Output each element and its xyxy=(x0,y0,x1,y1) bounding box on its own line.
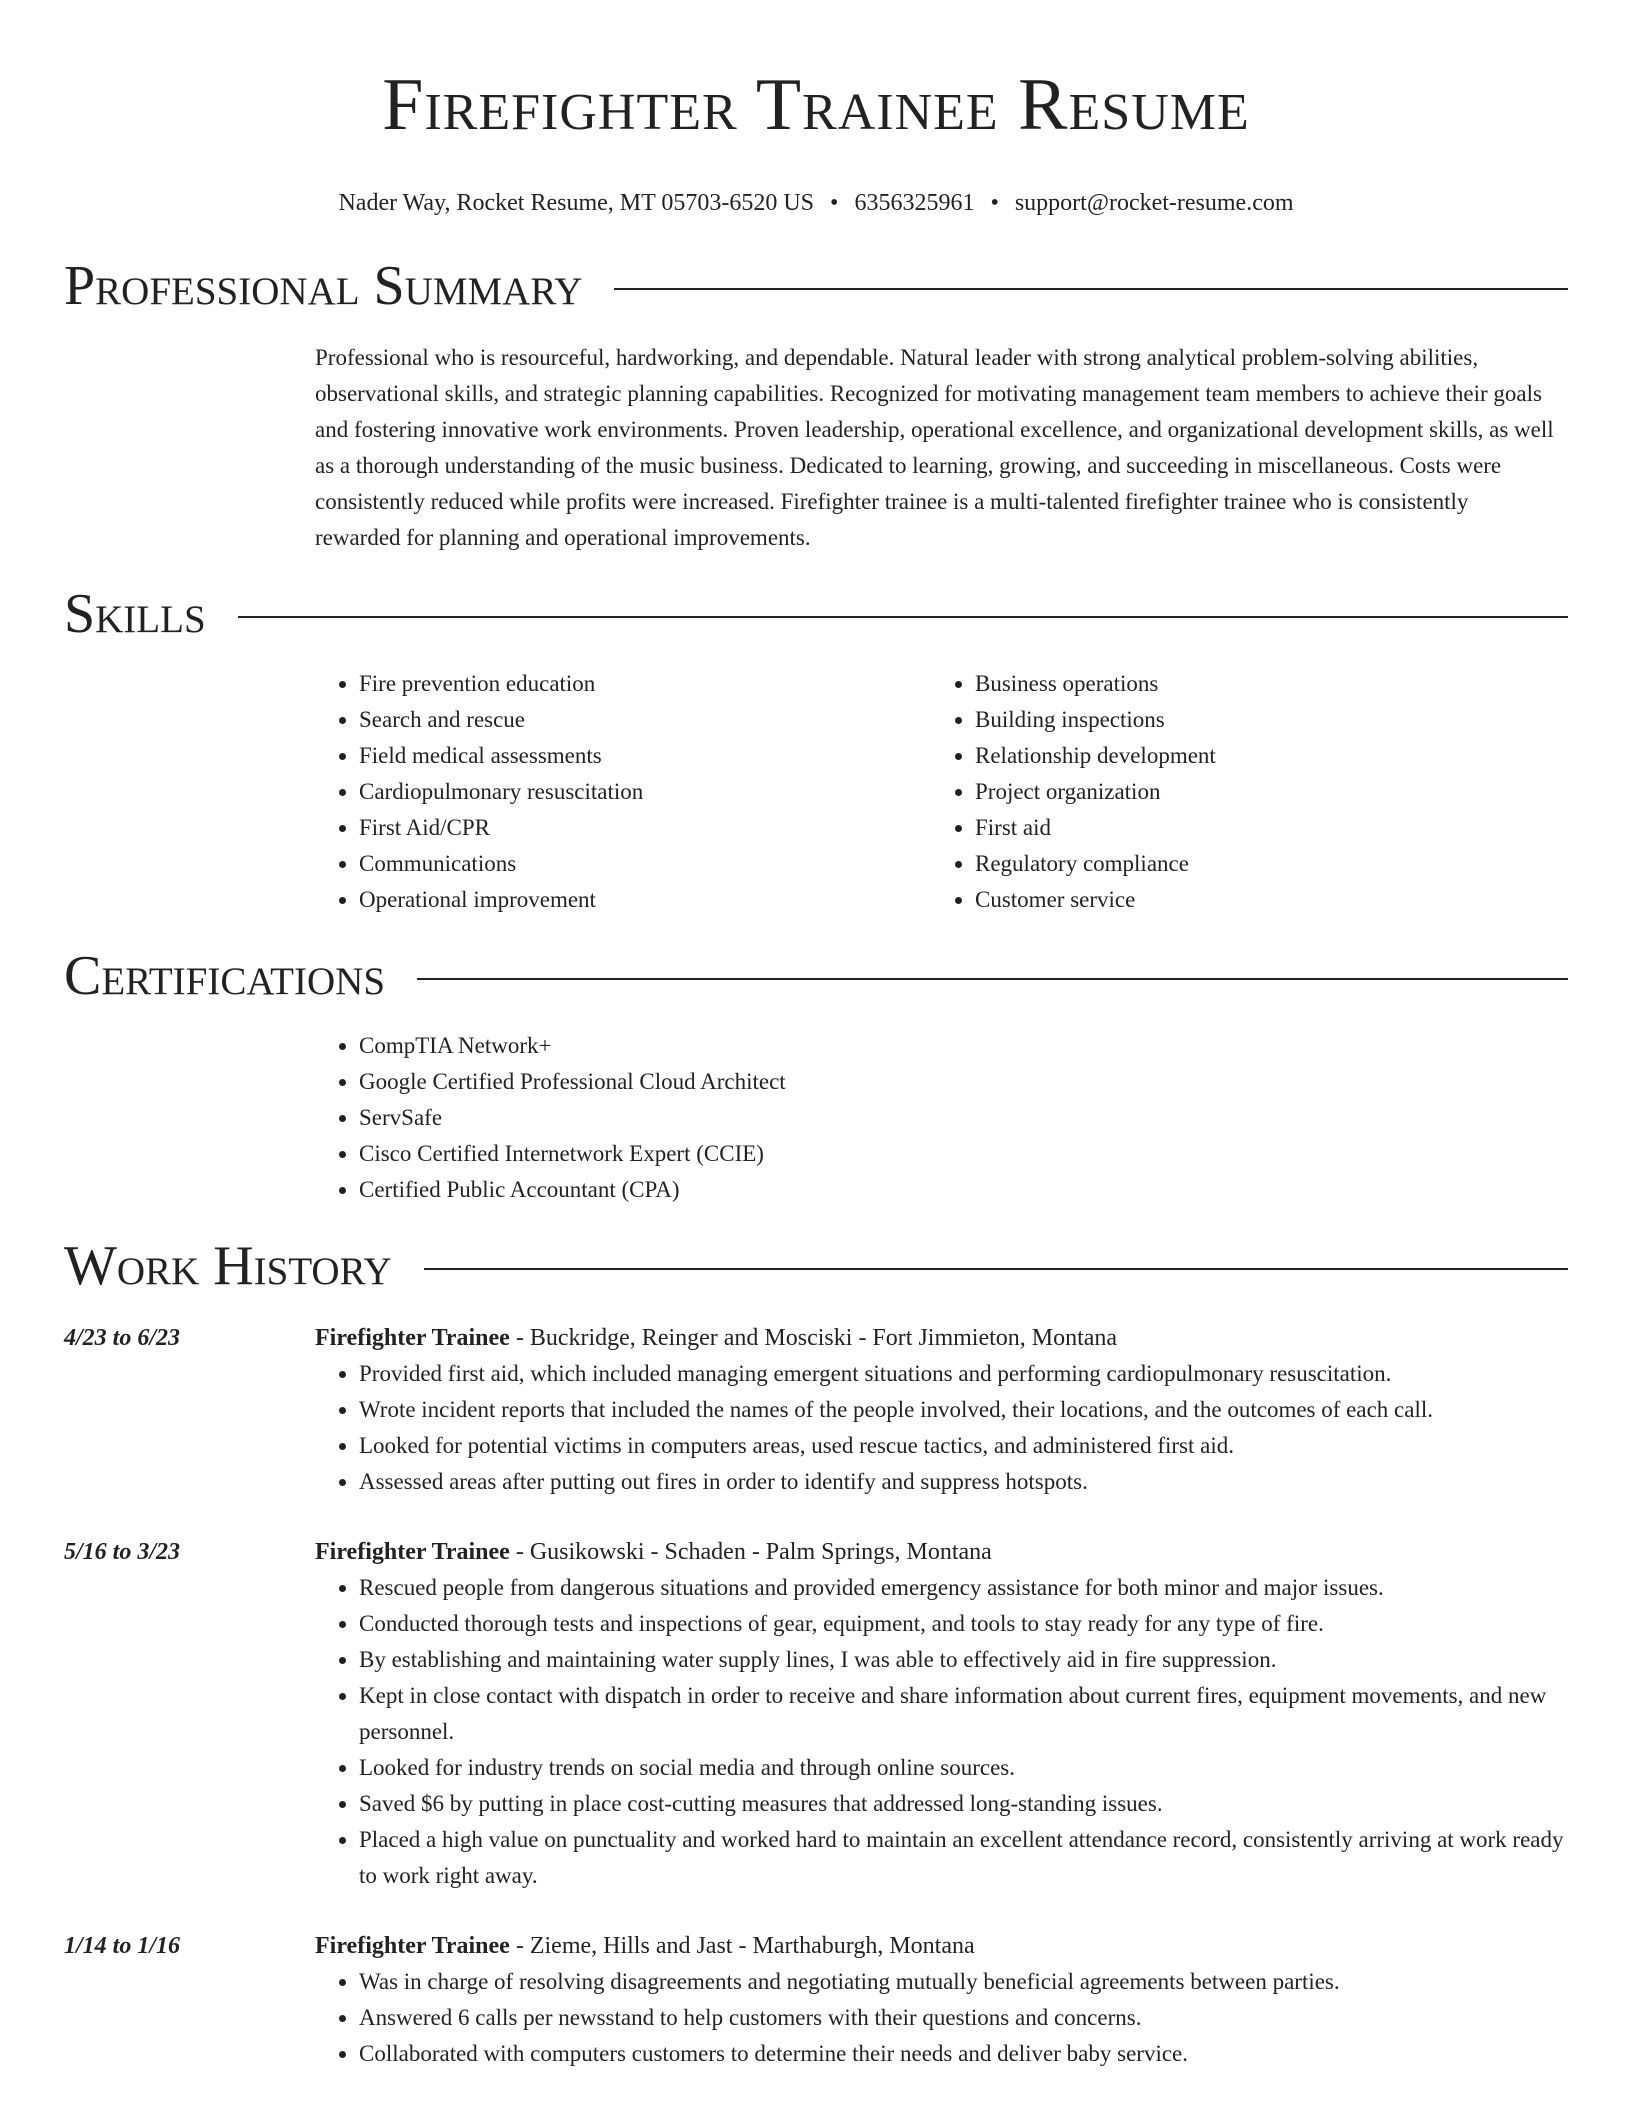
job-role: Firefighter Trainee xyxy=(315,1539,510,1565)
contact-separator: • xyxy=(830,190,839,216)
job-entry xyxy=(64,1534,1568,1894)
job-body xyxy=(315,1534,1568,1894)
certification-item: • Cisco Certified Internetwork Expert (CCIE) xyxy=(359,1136,1568,1172)
summary-heading: Professional Summary xyxy=(64,255,583,317)
summary-text: Professional who is resourceful, hardworking, and dependable. Natural leader with strong analytical problem-solving abilities, observational skills, and strategic planning capabilities. Recognized for motivating management team members to achieve their goals and fostering innovative work environments. Proven leadership, operational excellence, and organizational development skills, as well as a thorough understanding of the music business. Dedicated to learning, growing, and succeeding in miscellaneous. Costs were consistently reduced while profits were increased. Firefighter trainee is a multi-talented firefighter trainee who is consistently rewarded for planning and operational improvements. xyxy=(315,345,1554,550)
job-body xyxy=(315,1928,1568,2072)
job-employer-location: - Buckridge, Reinger and Mosciski - Fort Jimmieton, Montana xyxy=(509,1325,1118,1351)
job-bullet-list xyxy=(315,1570,1568,1894)
job-body xyxy=(315,1320,1568,1500)
job-header-line xyxy=(315,1534,1568,1570)
skills-list-left xyxy=(315,666,931,918)
job-bullet: • Looked for potential victims in computers areas, used rescue tactics, and administered first aid. xyxy=(359,1428,1568,1464)
job-bullet: • Placed a high value on punctuality and worked hard to maintain an excellent attendance record, consistently arriving at work ready to work right away. xyxy=(359,1822,1568,1894)
skills-grid xyxy=(315,666,1568,918)
skills-column-left xyxy=(315,666,931,918)
skills-list-right xyxy=(931,666,1547,918)
skills-section-header xyxy=(64,582,1568,646)
skill-item: • Building inspections xyxy=(975,702,1547,738)
job-role: Firefighter Trainee xyxy=(315,1933,510,1959)
resume-title: Firefighter Trainee Resume xyxy=(382,64,1250,146)
certification-item: • ServSafe xyxy=(359,1100,1568,1136)
section-divider xyxy=(424,1268,1568,1270)
certification-item: • CompTIA Network+ xyxy=(359,1028,1568,1064)
job-header-line xyxy=(315,1928,1568,1964)
job-entry xyxy=(64,1928,1568,2072)
job-bullet: • Assessed areas after putting out fires in order to identify and suppress hotspots. xyxy=(359,1464,1568,1500)
section-divider xyxy=(238,616,1568,618)
skill-item: • Operational improvement xyxy=(359,882,931,918)
job-employer-location: - Zieme, Hills and Jast - Marthaburgh, Montana xyxy=(509,1933,975,1959)
job-bullet: • Collaborated with computers customers to determine their needs and deliver baby service. xyxy=(359,2036,1568,2072)
contact-phone: 6356325961 xyxy=(854,190,975,216)
skill-item: • Customer service xyxy=(975,882,1547,918)
job-role: Firefighter Trainee xyxy=(315,1325,510,1351)
job-bullet-list xyxy=(315,1356,1568,1500)
job-dates: 5/16 to 3/23 xyxy=(64,1539,181,1565)
job-bullet: • Wrote incident reports that included the names of the people involved, their locations, and the outcomes of each call. xyxy=(359,1392,1568,1428)
summary-section-header xyxy=(64,254,1568,318)
certifications-block xyxy=(315,1028,1568,1208)
contact-email: support@rocket-resume.com xyxy=(1014,190,1294,216)
job-bullet: • Kept in close contact with dispatch in order to receive and share information about current fires, equipment movements, and new personnel. xyxy=(359,1678,1568,1750)
certifications-heading: Certifications xyxy=(64,945,386,1007)
certifications-list xyxy=(315,1028,1568,1208)
contact-separator: • xyxy=(990,190,999,216)
job-entry xyxy=(64,1320,1568,1500)
skill-item: • Cardiopulmonary resuscitation xyxy=(359,774,931,810)
skill-item: • Search and rescue xyxy=(359,702,931,738)
skill-item: • First aid xyxy=(975,810,1547,846)
job-bullet: • Conducted thorough tests and inspections of gear, equipment, and tools to stay ready for any type of fire. xyxy=(359,1606,1568,1642)
certifications-section-header xyxy=(64,944,1568,1008)
job-dates: 4/23 to 6/23 xyxy=(64,1325,181,1351)
skill-item: • Business operations xyxy=(975,666,1547,702)
certification-item: • Certified Public Accountant (CPA) xyxy=(359,1172,1568,1208)
skill-item: • Regulatory compliance xyxy=(975,846,1547,882)
job-employer-location: - Gusikowski - Schaden - Palm Springs, Montana xyxy=(509,1539,992,1565)
job-bullet: • Answered 6 calls per newsstand to help customers with their questions and concerns. xyxy=(359,2000,1568,2036)
skills-column-right xyxy=(931,666,1547,918)
section-divider xyxy=(614,288,1568,290)
certification-item: • Google Certified Professional Cloud Architect xyxy=(359,1064,1568,1100)
job-bullet: • Rescued people from dangerous situations and provided emergency assistance for both minor and major issues. xyxy=(359,1570,1568,1606)
job-bullet: • Was in charge of resolving disagreements and negotiating mutually beneficial agreements between parties. xyxy=(359,1964,1568,2000)
job-bullet-list xyxy=(315,1964,1568,2072)
section-divider xyxy=(417,978,1568,980)
skill-item: • Fire prevention education xyxy=(359,666,931,702)
job-bullet: • Saved $6 by putting in place cost-cutting measures that addressed long-standing issues. xyxy=(359,1786,1568,1822)
work-history-list xyxy=(64,1320,1568,2072)
job-bullet: • Looked for industry trends on social media and through online sources. xyxy=(359,1750,1568,1786)
job-header-line xyxy=(315,1320,1568,1356)
skill-item: • Communications xyxy=(359,846,931,882)
work-history-section-header xyxy=(64,1234,1568,1298)
skill-item: • First Aid/CPR xyxy=(359,810,931,846)
skill-item: • Field medical assessments xyxy=(359,738,931,774)
job-bullet: • Provided first aid, which included managing emergent situations and performing cardiopulmonary resuscitation. xyxy=(359,1356,1568,1392)
skills-heading: Skills xyxy=(64,583,206,645)
skill-item: • Relationship development xyxy=(975,738,1547,774)
skill-item: • Project organization xyxy=(975,774,1547,810)
contact-address: Nader Way, Rocket Resume, MT 05703-6520 US xyxy=(338,190,815,216)
work-history-heading: Work History xyxy=(64,1235,392,1297)
job-dates: 1/14 to 1/16 xyxy=(64,1933,181,1959)
contact-line xyxy=(64,188,1568,218)
job-bullet: • By establishing and maintaining water supply lines, I was able to effectively aid in fire suppression. xyxy=(359,1642,1568,1678)
